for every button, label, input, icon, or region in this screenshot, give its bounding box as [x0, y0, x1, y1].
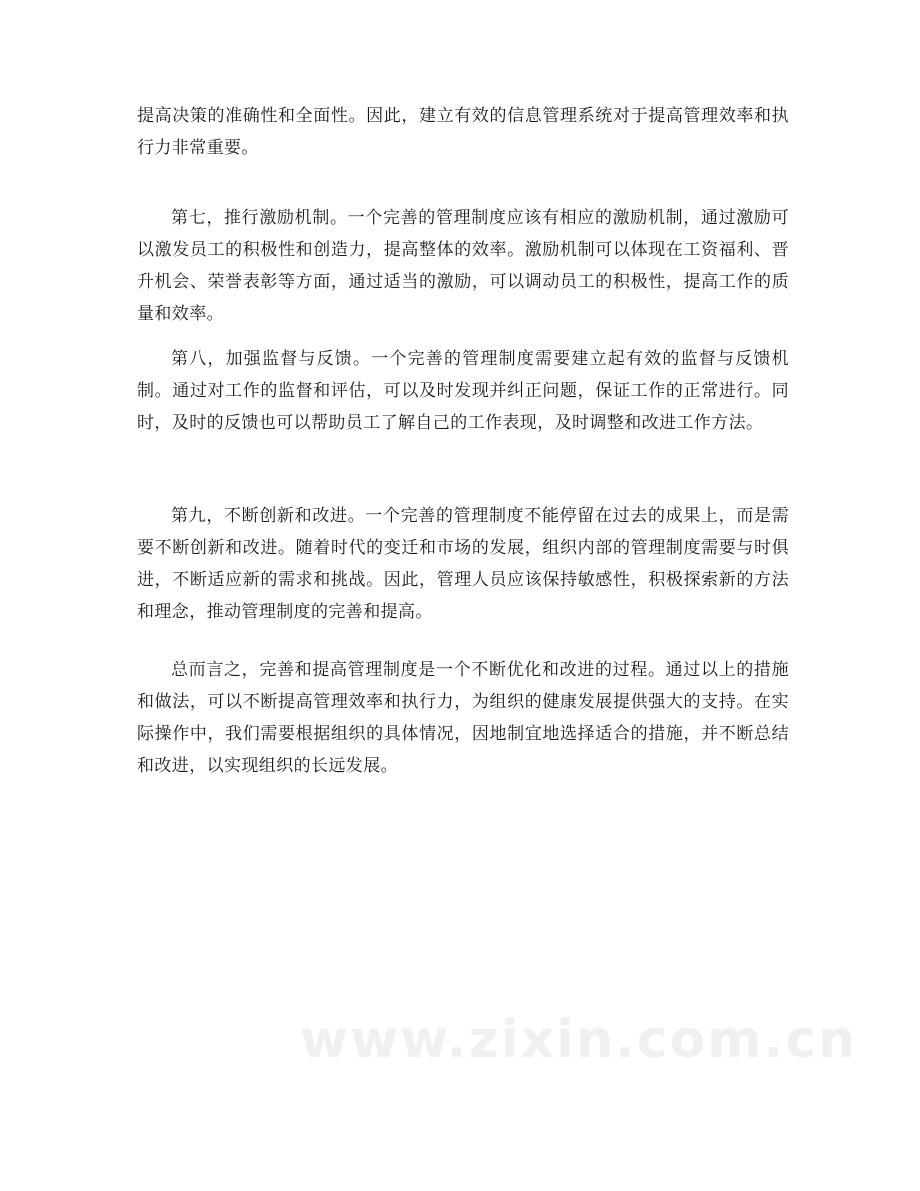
paragraph-continuation: 提高决策的准确性和全面性。因此，建立有效的信息管理系统对于提高管理效率和执行力非常重要。 — [137, 106, 789, 158]
paragraph-incentive-mechanism: 第七，推行激励机制。一个完善的管理制度应该有相应的激励机制，通过激励可以激发员工的积极性和创造力，提高整体的效率。激励机制可以体现在工资福利、晋升机会、荣誉表彰等方面，通过适当的激励，可以调动员工的积极性，提高工作的质量和效率。 — [137, 208, 789, 324]
paragraph-innovation-improvement: 第九，不断创新和改进。一个完善的管理制度不能停留在过去的成果上，而是需要不断创新和改进。随着时代的变迁和市场的发展，组织内部的管理制度需要与时俱进，不断适应新的需求和挑战。因此，管理人员应该保持敏感性，积极探索新的方法和理念，推动管理制度的完善和提高。 — [137, 506, 789, 622]
watermark: www.zixin.com.cn — [300, 1010, 858, 1070]
paragraph-supervision-feedback: 第八，加强监督与反馈。一个完善的管理制度需要建立起有效的监督与反馈机制。通过对工作的监督和评估，可以及时发现并纠正问题，保证工作的正常进行。同时，及时的反馈也可以帮助员工了解自己的工作表现，及时调整和改进工作方法。 — [137, 349, 789, 433]
paragraph-conclusion: 总而言之，完善和提高管理制度是一个不断优化和改进的过程。通过以上的措施和做法，可以不断提高管理效率和执行力，为组织的健康发展提供强大的支持。在实际操作中，我们需要根据组织的具体情况，因地制宜地选择适合的措施，并不断总结和改进，以实现组织的长远发展。 — [137, 660, 789, 776]
